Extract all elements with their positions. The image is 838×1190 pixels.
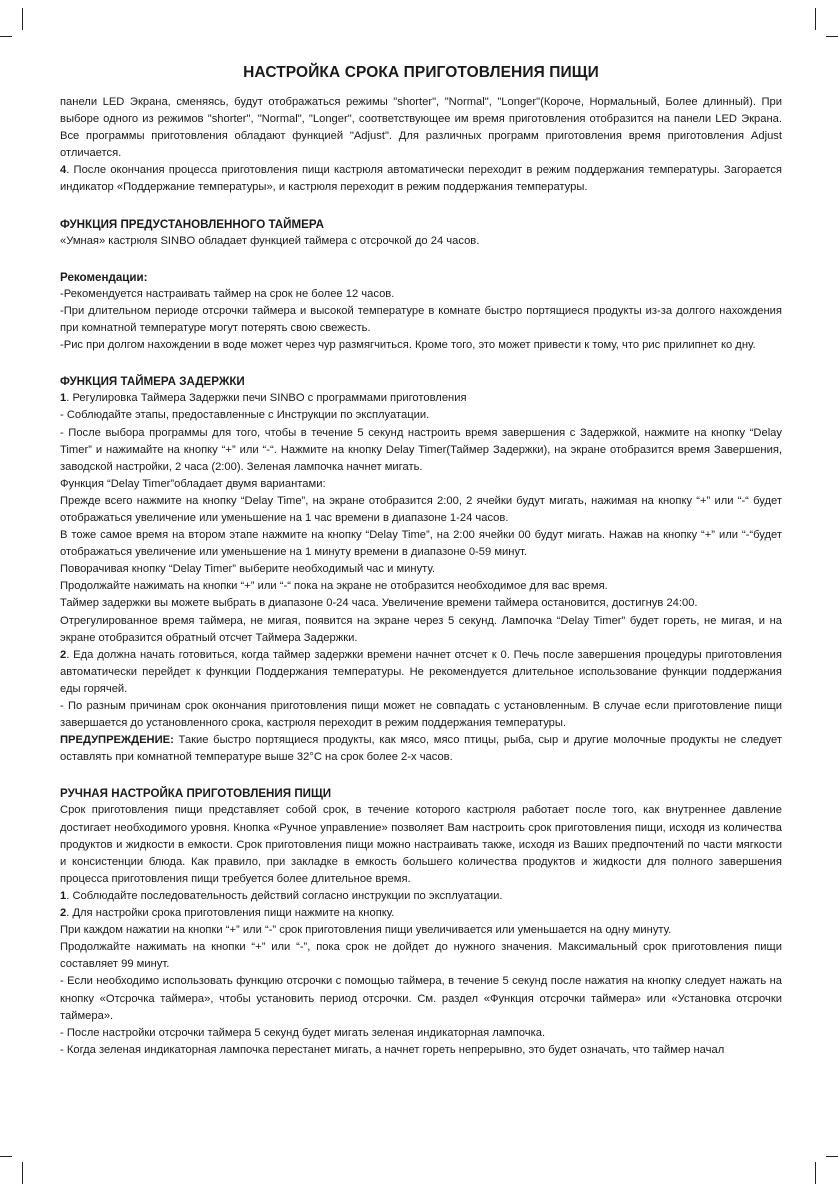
intro-paragraph-1: панели LED Экрана, сменяясь, будут отображаться режимы "shorter", "Normal", "Longer"(Короче, Нормальный, Более длинный). При выборе одного из режимов "shorter", "Normal", "Longer", соответствующее им время приготовления отобразится на панели LED Экрана. Все программы приготовления обладают функцией "Adjust". Для различных программ приготовления время приготовления Adjust отличается. [60,96,782,160]
delay-line: Таймер задержки вы можете выбрать в диапазоне 0-24 часа. Увеличение времени таймера остановится, достигнув 24:00. [60,597,698,610]
manual-step-1: 1. Соблюдайте последовательность действий согласно инструкции по эксплуатации. [60,889,503,902]
section-heading-recommendations: Рекомендации: [60,270,148,284]
crop-mark-top-right-h [826,36,838,37]
manual-line: - Когда зеленая индикаторная лампочка перестанет мигать, а начнет гореть непрерывно, это будет означать, что таймер начал [60,1043,725,1056]
section-heading-preset-timer: ФУНКЦИЯ ПРЕДУСТАНОВЛЕННОГО ТАЙМЕРА [60,217,324,231]
crop-mark-bottom-left-h [0,1156,12,1157]
delay-step-2: 2. Еда должна начать готовиться, когда таймер задержки времени начнет отсчет к 0. Печь после завершения процедуры приготовления автоматически перейдет к функции Поддержания температуры. Не рекомендуется длительное использование функции поддержания еды горячей. [60,648,782,695]
delay-line: - Соблюдайте этапы, предоставленные с Инструкции по эксплуатации. [60,409,430,422]
manual-line: - Если необходимо использовать функцию отсрочки с помощью таймера, в течение 5 секунд после нажатия на кнопку следует нажать на кнопку «Отсрочка таймера», чтобы установить период отсрочки. См. раздел «Функция отсрочки таймера» или «Установка отсрочки таймера». [60,975,782,1022]
crop-mark-top-left-h [0,36,12,37]
recommendation-item: -При длительном периоде отсрочки таймера и высокой температуре в комнате быстро портящиеся продукты из-за долгого нахождения при комнатной температуре могут потерять свою свежесть. [60,304,782,335]
warning-paragraph: ПРЕДУПРЕЖДЕНИЕ: Такие быстро портящиеся продукты, как мясо, мясо птицы, рыба, сыр и другие молочные продукты не следует оставлять при комнатной температуре выше 32°С на срок более 2-х часов. [60,734,782,764]
delay-line: Прежде всего нажмите на кнопку “Delay Time”, на экране отобразится 2:00, 2 ячейки будут мигать, нажимая на кнопку “+” или “-“ будет отображаться увеличение или уменьшение на 1 час времени в диапазоне 1-24 часов. [60,494,782,524]
crop-mark-top-left-v [22,8,23,30]
warning-label: ПРЕДУПРЕЖДЕНИЕ: [60,734,174,747]
crop-mark-bottom-right-h [826,1156,838,1157]
section-heading-delay-timer: ФУНКЦИЯ ТАЙМЕРА ЗАДЕРЖКИ [60,375,245,389]
section-heading-manual: РУЧНАЯ НАСТРОЙКА ПРИГОТОВЛЕНИЯ ПИЩИ [60,787,332,801]
manual-line: При каждом нажатии на кнопки “+” или “-” срок приготовления пищи увеличивается или уменьшается на одну минуту. [60,924,672,937]
step-number: 2 [60,907,67,920]
crop-mark-top-right-v [815,8,816,30]
step-number: 4 [60,164,67,177]
step-number: 2 [60,648,67,661]
delay-line: Продолжайте нажимать на кнопки “+” или “-“ пока на экране не отобразится необходимое для вас время. [60,580,608,593]
delay-line: Функция “Delay Timer”обладает двумя вариантами: [60,477,326,490]
preset-timer-text: «Умная» кастрюля SINBO обладает функцией таймера с отсрочкой до 24 часов. [60,234,480,247]
manual-paragraph-1: Срок приготовления пищи представляет собой срок, в течение которого кастрюля работает после того, как внутреннее давление достигает необходимого уровня. Кнопка «Ручное управление» позволяет Вам настроить срок приготовления пищи, исходя из количества продуктов и жидкости в емкости. Срок приготовления пищи можно настраивать также, исходя из Ваших предпочтений по части мягкости и консистенции блюда. Как правило, при закладке в емкость большего количества продуктов и жидкости для полного завершения процесса приготовления пищи требуется более длительное время. [60,804,782,885]
delay-line: - По разным причинам срок окончания приготовления пищи может не совпадать с установленным. В случае если приготовление пищи завершается до установленного срока, кастрюля переходит в режим поддержания температуры. [60,700,782,730]
delay-line: В тоже самое время на втором этапе нажмите на кнопку “Delay Time”, на 2:00 ячейки 00 будут мигать. Нажав на кнопку “+” или “-“будет отображаться увеличение или уменьшение на 1 минуту времени в диапазоне 0-59 минут. [60,529,782,559]
document-page [60,64,782,1059]
recommendation-item: -Рекомендуется настраивать таймер на срок не более 12 часов. [60,287,395,300]
page-title: НАСТРОЙКА СРОКА ПРИГОТОВЛЕНИЯ ПИЩИ [243,64,599,81]
delay-line: - После выбора программы для того, чтобы в течение 5 секунд настроить время завершения с Задержкой, нажмите на кнопку “Delay Timer” и нажимайте на кнопку “+” или “-“. Нажмите на кнопку Delay Timer(Таймер Задержки), на экране отобразится время Завершения, заводской настройки, 2 часа (2:00). Зеленая лампочка начнет мигать. [60,426,782,473]
delay-step-1: 1. Регулировка Таймера Задержки печи SINBO с программами приготовления [60,392,467,405]
crop-mark-bottom-left-v [22,1162,23,1184]
step-number: 1 [60,889,67,902]
crop-mark-bottom-right-v [815,1162,816,1184]
manual-line: Продолжайте нажимать на кнопки “+” или “-”, пока срок не дойдет до нужного значения. Максимальный срок приготовления пищи составляет 99 минут. [60,941,782,971]
intro-paragraph-2: 4. После окончания процесса приготовления пищи кастрюля автоматически переходит в режим поддержания температуры. Загорается индикатор «Поддержание температуры», и кастрюля переходит в режим поддержания температуры. [60,164,782,194]
step-number: 1 [60,392,67,405]
delay-line: Отрегулированное время таймера, не мигая, появится на экране через 5 секунд. Лампочка “Delay Timer” будет гореть, не мигая, и на экране отобразится обратный отсчет Таймера Задержки. [60,614,782,644]
recommendation-item: -Рис при долгом нахождении в воде может через чур размягчиться. Кроме того, это может привести к тому, что рис прилипнет ко дну. [60,339,756,352]
delay-line: Поворачивая кнопку “Delay Timer” выберите необходимый час и минуту. [60,563,436,576]
manual-step-2: 2. Для настройки срока приготовления пищи нажмите на кнопку. [60,907,395,920]
manual-line: - После настройки отсрочки таймера 5 секунд будет мигать зеленая индикаторная лампочка. [60,1026,546,1039]
